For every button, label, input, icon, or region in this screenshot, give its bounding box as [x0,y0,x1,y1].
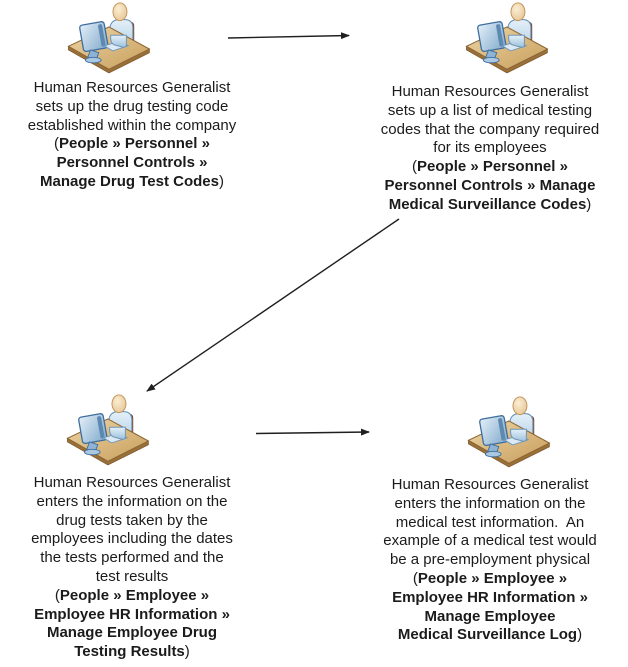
text-line: (People » Employee » [54,586,210,604]
text-line: sets up a list of medical testing [387,101,593,119]
arrow-step1-to-step2 [228,36,349,39]
text-line: established within the company [27,116,237,134]
text-line: be a pre-employment physical [389,551,591,569]
text-line: Human Resources Generalist [391,476,589,493]
text-line: Employee HR Information » [34,605,230,623]
arrow-step3-to-step4 [256,432,369,434]
text-line: Employee HR Information » [392,588,588,606]
text-line: Manage Employee [424,607,556,625]
person-at-computer-icon [62,1,154,75]
text-line: Personnel Controls » [56,154,208,172]
text-line: Manage Employee Drug [46,624,218,642]
text-line: Personnel Controls » Manage [384,176,596,194]
person-at-computer-icon [61,393,153,467]
text-line: Human Resources Generalist [33,474,231,491]
text-line: example of a medical test would [383,532,597,550]
text-line: (People » Employee » [412,569,568,587]
step-1-setup-drug-test-codes-text [0,79,264,192]
text-line: Human Resources Generalist [391,83,589,100]
text-line: test results [95,567,169,585]
text-line: Human Resources Generalist [33,79,231,96]
step-3-enter-drug-testing-results-text [0,474,264,662]
text-line: Medical Surveillance Codes) [388,195,592,213]
arrow-step2-to-step3 [147,219,399,391]
step-2-setup-medical-surveillance-codes-text [352,83,628,215]
text-line: the tests performed and the [40,549,224,567]
text-line: medical test information. An [395,513,585,531]
person-at-computer-icon [460,1,552,75]
text-line: employees including the dates [31,530,233,548]
person-at-computer-icon [462,395,554,469]
text-line: for its employees [433,139,547,157]
text-line: drug tests taken by the [56,511,208,529]
text-line: codes that the company required [380,120,600,138]
text-line: (People » Personnel » [54,135,210,153]
text-line: sets up the drug testing code [35,97,229,115]
text-line: enters the information on the [36,492,228,510]
text-line: Testing Results) [74,643,190,661]
text-line: (People » Personnel » [412,158,568,176]
step-4-enter-medical-surveillance-log-text [352,476,628,645]
text-line: Manage Drug Test Codes) [40,172,224,190]
text-line: Medical Surveillance Log) [397,626,583,644]
text-line: enters the information on the [394,494,586,512]
